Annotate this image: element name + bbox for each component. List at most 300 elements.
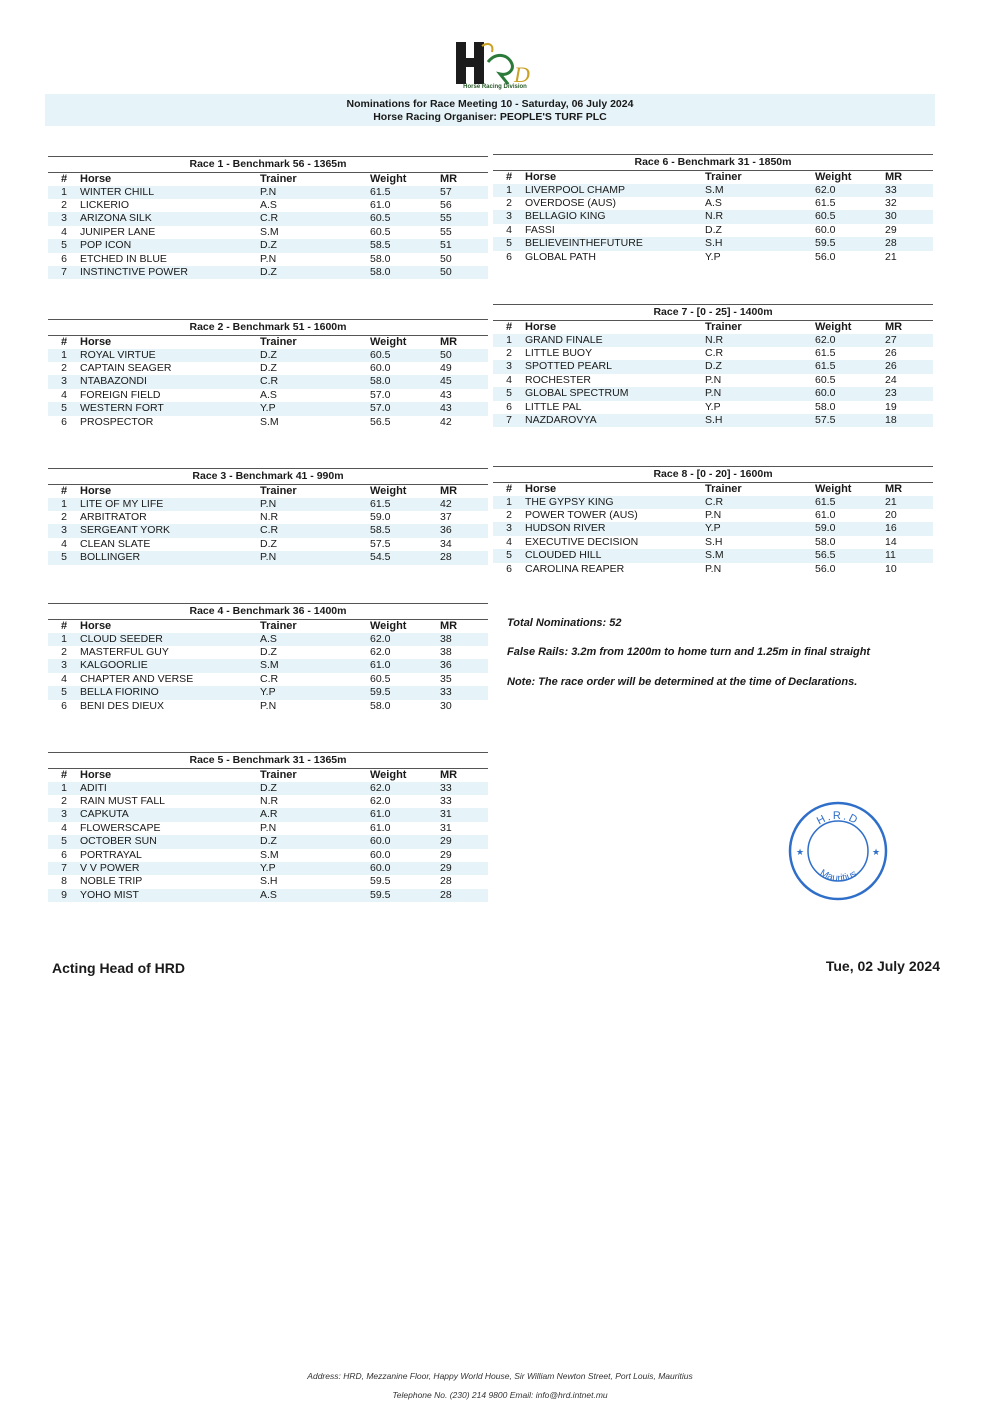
horse-name: NTABAZONDI [80, 375, 260, 388]
weight: 57.0 [370, 388, 391, 401]
table-row [48, 375, 488, 388]
table-row [493, 414, 933, 427]
entry-number: 4 [61, 821, 67, 834]
column-header-num: # [493, 321, 525, 334]
table-row [48, 889, 488, 902]
entry-number: 4 [61, 225, 67, 238]
entry-number: 9 [48, 889, 80, 902]
weight: 59.5 [370, 889, 440, 902]
table-row [493, 522, 933, 535]
horse-name: GRAND FINALE [525, 334, 705, 347]
trainer: S.M [260, 225, 279, 238]
merit-rating: 26 [885, 360, 933, 373]
table-row [48, 808, 488, 821]
column-header-trainer: Trainer [705, 321, 815, 334]
race-title: Race 3 - Benchmark 41 - 990m [48, 468, 488, 484]
table-row [48, 212, 488, 225]
nominations-table [48, 768, 488, 902]
horse-name: ROCHESTER [525, 373, 591, 386]
trainer: S.M [705, 549, 815, 562]
horse-name: JUNIPER LANE [80, 225, 156, 238]
column-header-trainer: Trainer [705, 483, 815, 496]
merit-rating: 50 [440, 252, 452, 265]
trainer: P.N [705, 508, 722, 521]
table-row [493, 237, 933, 250]
table-row [48, 673, 488, 686]
trainer: Y.P [260, 402, 370, 415]
horse-name: THE GYPSY KING [525, 496, 705, 509]
table-row [48, 646, 488, 659]
horse-name: CLOUDED HILL [525, 549, 705, 562]
horse-name: POP ICON [80, 239, 260, 252]
entry-number: 3 [48, 659, 80, 672]
entry-number: 2 [506, 196, 512, 209]
race-block [48, 752, 488, 902]
weight: 61.0 [370, 659, 440, 672]
weight: 61.0 [370, 821, 391, 834]
weight: 58.5 [370, 239, 440, 252]
entry-number: 2 [61, 198, 67, 211]
entry-number: 3 [48, 524, 80, 537]
trainer: S.H [705, 414, 815, 427]
entry-number: 5 [493, 549, 525, 562]
trainer: Y.P [260, 686, 370, 699]
trainer: S.H [260, 875, 278, 888]
merit-rating: 18 [885, 414, 933, 427]
column-header-mr: MR [440, 485, 488, 498]
weight: 60.5 [815, 210, 885, 223]
table-row [493, 374, 933, 387]
entry-number: 4 [61, 672, 67, 685]
nominations-table [493, 170, 933, 264]
table-row [48, 362, 488, 375]
merit-rating: 29 [440, 848, 452, 861]
trainer: N.R [705, 210, 815, 223]
entry-number: 3 [48, 212, 80, 225]
column-header-horse: Horse [80, 173, 260, 186]
logo-subtitle: Horse Racing Division [463, 84, 527, 90]
weight: 60.0 [370, 835, 440, 848]
trainer: D.Z [260, 361, 277, 374]
weight: 57.5 [815, 414, 885, 427]
horse-name: OCTOBER SUN [80, 835, 260, 848]
table-header-row [493, 321, 933, 334]
table-row [48, 524, 488, 537]
merit-rating: 29 [440, 835, 488, 848]
horse-name: V V POWER [80, 862, 260, 875]
weight: 62.0 [370, 794, 391, 807]
entry-number: 1 [48, 186, 80, 199]
weight: 61.5 [815, 196, 836, 209]
weight: 57.5 [370, 537, 391, 550]
merit-rating: 31 [440, 821, 452, 834]
table-header-row [493, 483, 933, 496]
column-header-num: # [493, 483, 525, 496]
horse-name: LITE OF MY LIFE [80, 498, 260, 511]
entry-number: 5 [48, 686, 80, 699]
trainer: C.R [705, 346, 724, 359]
weight: 59.0 [370, 510, 391, 523]
footer-contact: Telephone No. (230) 214 9800 Email: info@hrd.intnet.mu [392, 1390, 608, 1400]
horse-name: PROSPECTOR [80, 415, 154, 428]
trainer: S.M [260, 659, 370, 672]
merit-rating: 30 [885, 210, 933, 223]
hrd-stamp [786, 799, 890, 903]
column-header-trainer: Trainer [705, 171, 815, 184]
table-row [48, 822, 488, 835]
svg-text:Mauritius: Mauritius [817, 867, 860, 885]
trainer: C.R [260, 672, 279, 685]
horse-name: CAPTAIN SEAGER [80, 361, 172, 374]
merit-rating: 16 [885, 522, 933, 535]
horse-name: CLOUD SEEDER [80, 633, 260, 646]
horse-name: BELLA FIORINO [80, 686, 260, 699]
horse-name: LICKERIO [80, 198, 130, 211]
table-row [493, 509, 933, 522]
weight: 58.5 [370, 524, 440, 537]
trainer: D.Z [260, 349, 370, 362]
table-header-row [48, 336, 488, 349]
weight: 60.5 [815, 373, 836, 386]
table-row [493, 184, 933, 197]
table-row [48, 498, 488, 511]
merit-rating: 28 [440, 889, 488, 902]
weight: 57.0 [370, 402, 440, 415]
table-header-row [48, 173, 488, 186]
weight: 59.0 [815, 522, 885, 535]
table-header-row [48, 620, 488, 633]
horse-name: ROYAL VIRTUE [80, 349, 260, 362]
table-header-row [493, 171, 933, 184]
horse-name: PORTRAYAL [80, 848, 142, 861]
weight: 61.5 [815, 360, 885, 373]
entry-number: 3 [493, 522, 525, 535]
column-header-mr: MR [440, 336, 488, 349]
trainer: P.N [260, 186, 370, 199]
table-header-row [48, 485, 488, 498]
column-header-trainer: Trainer [260, 769, 370, 782]
horse-name: YOHO MIST [80, 889, 260, 902]
trainer: P.N [705, 562, 722, 575]
entry-number: 2 [506, 508, 512, 521]
merit-rating: 28 [885, 237, 933, 250]
weight: 60.5 [370, 672, 391, 685]
merit-rating: 35 [440, 672, 452, 685]
entry-number: 4 [61, 537, 67, 550]
table-row [48, 849, 488, 862]
trainer: D.Z [260, 239, 370, 252]
trainer: P.N [260, 252, 277, 265]
horse-name: NAZDAROVYA [525, 414, 705, 427]
table-row [493, 549, 933, 562]
weight: 58.0 [370, 266, 440, 279]
svg-text:D: D [514, 62, 530, 87]
weight: 61.0 [815, 508, 836, 521]
column-header-num: # [48, 485, 80, 498]
weight: 60.5 [370, 349, 440, 362]
horse-name: CHAPTER AND VERSE [80, 672, 194, 685]
trainer: Y.P [705, 250, 721, 263]
horse-name: CAROLINA REAPER [525, 562, 625, 575]
merit-rating: 57 [440, 186, 488, 199]
weight: 59.5 [370, 875, 391, 888]
weight: 62.0 [815, 334, 885, 347]
table-row [48, 835, 488, 848]
merit-rating: 33 [440, 686, 488, 699]
horse-name: CLEAN SLATE [80, 537, 151, 550]
entry-number: 5 [493, 237, 525, 250]
trainer: A.S [705, 196, 722, 209]
entry-number: 3 [48, 375, 80, 388]
race-block [493, 466, 933, 576]
table-row [48, 199, 488, 212]
weight: 61.5 [370, 498, 440, 511]
weight: 60.0 [370, 862, 440, 875]
table-row [493, 360, 933, 373]
column-header-mr: MR [440, 620, 488, 633]
column-header-trainer: Trainer [260, 173, 370, 186]
weight: 58.0 [370, 375, 440, 388]
column-header-weight: Weight [370, 485, 440, 498]
weight: 54.5 [370, 551, 440, 564]
merit-rating: 33 [440, 782, 488, 795]
merit-rating: 42 [440, 498, 488, 511]
entry-number: 6 [506, 562, 512, 575]
column-header-weight: Weight [370, 620, 440, 633]
trainer: S.M [260, 415, 279, 428]
table-row [48, 239, 488, 252]
horse-name: GLOBAL SPECTRUM [525, 387, 705, 400]
trainer: C.R [705, 496, 815, 509]
race-title: Race 1 - Benchmark 56 - 1365m [48, 156, 488, 172]
column-header-num: # [48, 173, 80, 186]
table-row [493, 387, 933, 400]
column-header-weight: Weight [370, 336, 440, 349]
trainer: N.R [705, 334, 815, 347]
entry-number: 4 [61, 388, 67, 401]
nominations-table [48, 335, 488, 429]
entry-number: 1 [48, 349, 80, 362]
merit-rating: 21 [885, 250, 897, 263]
weight: 62.0 [370, 782, 440, 795]
horse-name: FOREIGN FIELD [80, 388, 161, 401]
merit-rating: 34 [440, 537, 452, 550]
trainer: A.R [260, 808, 370, 821]
entry-number: 2 [61, 794, 67, 807]
trainer: S.H [705, 535, 723, 548]
trainer: S.M [260, 848, 279, 861]
column-header-mr: MR [440, 769, 488, 782]
weight: 61.5 [815, 346, 836, 359]
horse-name: ETCHED IN BLUE [80, 252, 167, 265]
trainer: A.S [260, 633, 370, 646]
table-row [493, 401, 933, 414]
horse-name: FASSI [525, 223, 555, 236]
entry-number: 5 [48, 835, 80, 848]
table-header-row [48, 769, 488, 782]
trainer: N.R [260, 794, 279, 807]
entry-number: 6 [61, 848, 67, 861]
table-row [48, 186, 488, 199]
nominations-table [493, 320, 933, 427]
weight: 60.0 [370, 848, 391, 861]
weight: 60.5 [370, 225, 391, 238]
merit-rating: 33 [885, 184, 933, 197]
table-row [48, 782, 488, 795]
weight: 56.0 [815, 250, 836, 263]
merit-rating: 20 [885, 508, 897, 521]
trainer: Y.P [705, 400, 721, 413]
column-header-num: # [48, 769, 80, 782]
table-row [48, 551, 488, 564]
entry-number: 4 [506, 535, 512, 548]
race-block [493, 304, 933, 427]
column-header-horse: Horse [525, 171, 705, 184]
entry-number: 3 [493, 210, 525, 223]
signatory-title: Acting Head of HRD [52, 960, 185, 976]
merit-rating: 29 [885, 223, 897, 236]
column-header-weight: Weight [370, 769, 440, 782]
trainer: C.R [260, 524, 370, 537]
entry-number: 8 [61, 875, 67, 888]
merit-rating: 26 [885, 346, 897, 359]
column-header-num: # [493, 171, 525, 184]
table-row [493, 536, 933, 549]
entry-number: 2 [61, 510, 67, 523]
table-row [493, 496, 933, 509]
horse-name: SERGEANT YORK [80, 524, 260, 537]
column-header-horse: Horse [80, 485, 260, 498]
trainer: A.S [260, 388, 277, 401]
weight: 59.5 [370, 686, 440, 699]
weight: 60.0 [815, 223, 836, 236]
merit-rating: 31 [440, 808, 488, 821]
trainer: P.N [260, 551, 370, 564]
merit-rating: 42 [440, 415, 452, 428]
race-title: Race 6 - Benchmark 31 - 1850m [493, 154, 933, 170]
table-row [493, 347, 933, 360]
table-row [48, 659, 488, 672]
column-header-weight: Weight [815, 171, 885, 184]
table-row [48, 875, 488, 888]
entry-number: 5 [48, 402, 80, 415]
trainer: Y.P [260, 862, 370, 875]
table-row [493, 563, 933, 576]
table-row [493, 197, 933, 210]
svg-text:★: ★ [796, 847, 805, 857]
table-row [48, 795, 488, 808]
trainer: P.N [705, 387, 815, 400]
horse-name: ADITI [80, 782, 260, 795]
race-title: Race 7 - [0 - 25] - 1400m [493, 304, 933, 320]
weight: 60.5 [370, 212, 440, 225]
entry-number: 3 [493, 360, 525, 373]
race-block [48, 156, 488, 279]
trainer: S.H [705, 237, 815, 250]
entry-number: 6 [61, 252, 67, 265]
merit-rating: 56 [440, 198, 452, 211]
weight: 61.5 [370, 186, 440, 199]
horse-name: MASTERFUL GUY [80, 645, 169, 658]
column-header-num: # [48, 336, 80, 349]
svg-text:★: ★ [872, 847, 881, 857]
entry-number: 7 [48, 266, 80, 279]
table-row [48, 349, 488, 362]
horse-name: BELIEVEINTHEFUTURE [525, 237, 705, 250]
column-header-weight: Weight [815, 321, 885, 334]
column-header-mr: MR [885, 171, 933, 184]
merit-rating: 38 [440, 645, 452, 658]
table-row [48, 253, 488, 266]
column-header-mr: MR [440, 173, 488, 186]
horse-name: WINTER CHILL [80, 186, 260, 199]
merit-rating: 10 [885, 562, 897, 575]
table-row [48, 862, 488, 875]
merit-rating: 28 [440, 551, 488, 564]
merit-rating: 14 [885, 535, 897, 548]
merit-rating: 28 [440, 875, 452, 888]
weight: 60.0 [370, 361, 391, 374]
weight: 61.5 [815, 496, 885, 509]
trainer: P.N [260, 699, 277, 712]
merit-rating: 38 [440, 633, 488, 646]
column-header-mr: MR [885, 483, 933, 496]
merit-rating: 24 [885, 373, 897, 386]
trainer: D.Z [260, 537, 277, 550]
total-nominations: Total Nominations: 52 [507, 617, 622, 629]
nominations-table [48, 484, 488, 565]
trainer: D.Z [705, 223, 722, 236]
entry-number: 2 [61, 645, 67, 658]
merit-rating: 21 [885, 496, 933, 509]
horse-name: BENI DES DIEUX [80, 699, 165, 712]
trainer: S.M [705, 184, 815, 197]
trainer: D.Z [260, 645, 277, 658]
horse-name: FLOWERSCAPE [80, 821, 161, 834]
weight: 62.0 [815, 184, 885, 197]
horse-name: RAIN MUST FALL [80, 794, 165, 807]
merit-rating: 55 [440, 225, 452, 238]
horse-name: LIVERPOOL CHAMP [525, 184, 705, 197]
race-block [48, 603, 488, 713]
race-title: Race 4 - Benchmark 36 - 1400m [48, 603, 488, 619]
nominations-table [48, 619, 488, 713]
weight: 56.5 [370, 415, 391, 428]
weight: 62.0 [370, 645, 391, 658]
entry-number: 3 [48, 808, 80, 821]
entry-number: 7 [48, 862, 80, 875]
merit-rating: 23 [885, 387, 933, 400]
weight: 56.0 [815, 562, 836, 575]
trainer: C.R [260, 212, 370, 225]
trainer: C.R [260, 375, 370, 388]
column-header-weight: Weight [815, 483, 885, 496]
merit-rating: 36 [440, 524, 488, 537]
race-block [493, 154, 933, 264]
entry-number: 2 [61, 361, 67, 374]
merit-rating: 37 [440, 510, 452, 523]
merit-rating: 27 [885, 334, 933, 347]
horse-name: GLOBAL PATH [525, 250, 596, 263]
horse-name: LITTLE BUOY [525, 346, 593, 359]
table-row [48, 700, 488, 713]
merit-rating: 33 [440, 794, 452, 807]
table-row [48, 226, 488, 239]
horse-name: LITTLE PAL [525, 400, 582, 413]
entry-number: 7 [493, 414, 525, 427]
trainer: D.Z [260, 835, 370, 848]
column-header-trainer: Trainer [260, 336, 370, 349]
